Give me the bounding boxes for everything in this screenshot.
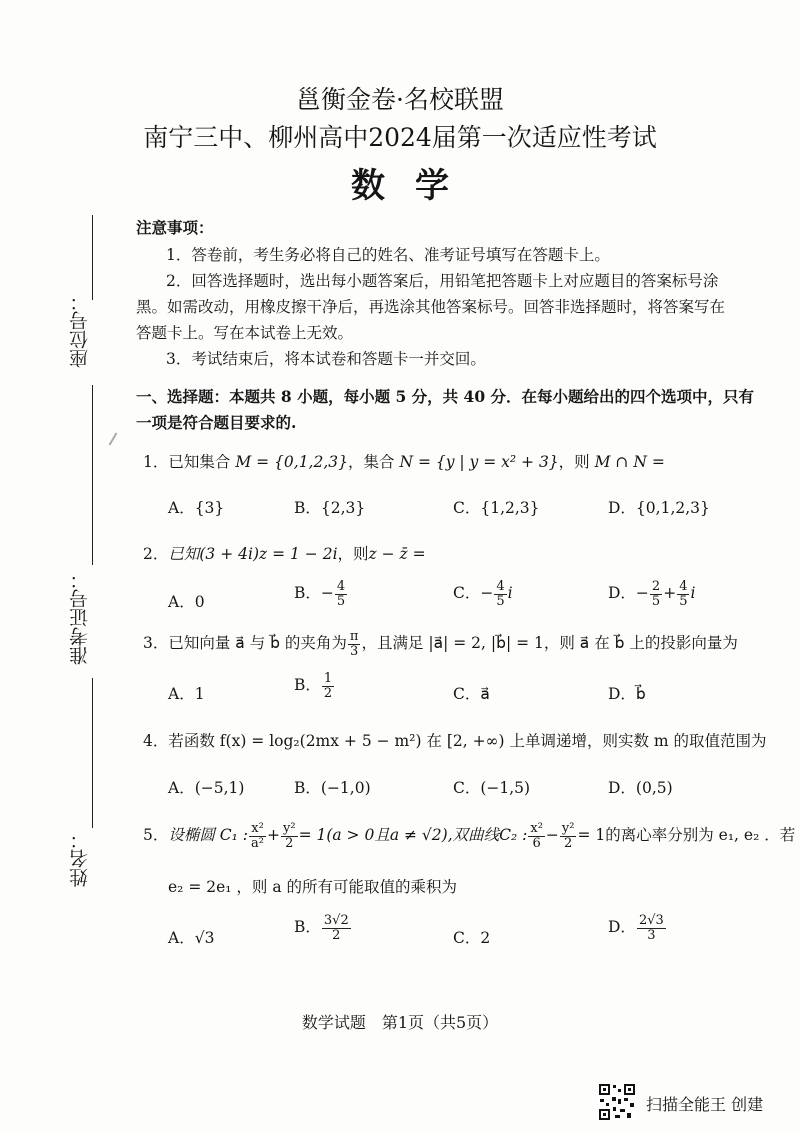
notice-item-2-cont: 黑。如需改动，用橡皮擦干净后，再选涂其他答案标号。回答非选择题时，将答案写在 [136, 298, 726, 316]
q1-text-e: ，则 [558, 453, 590, 471]
question-1-number: 1． [143, 453, 169, 471]
q2-b-fraction [335, 580, 347, 608]
section-heading: 一、选择题：本题共 8 小题，每小题 5 分，共 40 分．在每小题给出的四个选项中，只有 [136, 387, 755, 406]
q5-b-prefix: B． [294, 918, 321, 937]
q5-option-a: A．√3 [168, 929, 215, 947]
question-5-stem-cont: e₂ = 2e₁ ，则 a 的所有可能取值的乘积为 [168, 878, 457, 896]
q1-option-a: A．{3} [168, 499, 225, 517]
exam-id-line [92, 385, 93, 565]
q2-d-plus: + [663, 584, 677, 603]
pen-mark [109, 432, 118, 445]
q3-b-prefix: B． [294, 676, 321, 695]
q2-d-num1: 2 [651, 579, 661, 594]
page-footer: 数学试题 第1页（共5页） [301, 1013, 499, 1032]
section-heading-cont: 一项是符合题目要求的. [136, 413, 297, 432]
scanner-label: 扫描全能王 创建 [646, 1095, 764, 1114]
question-3-stem [143, 630, 738, 658]
notice-item-2: 2．回答选择题时，选出每小题答案后，用铅笔把答题卡上对应题目的答案标号涂 [166, 272, 719, 290]
q1-option-c: C．{1,2,3} [453, 499, 540, 517]
q5-e-frac1 [249, 822, 266, 850]
q5-h-n1: x² [530, 821, 543, 836]
q2-d-den2: 5 [679, 593, 688, 609]
q2-c-fraction [494, 580, 506, 608]
q5-d-num: 2√3 [638, 913, 664, 928]
exam-id-label: 准考证号： [69, 570, 91, 665]
question-3-number: 3． [143, 634, 169, 653]
q2-text-b: ，则 [337, 545, 369, 563]
q1-set-n: N = {y | y = x² + 3} [399, 453, 559, 471]
q5-d-fraction [637, 914, 666, 942]
q2-d-prefix: D．− [608, 584, 649, 603]
q2-b-num: 4 [336, 579, 346, 594]
q3-pi-den: 3 [350, 643, 359, 659]
q5-option-c: C．2 [453, 929, 491, 947]
series-title: 邕衡金卷·名校联盟 [296, 85, 504, 114]
q5-text-b: = 1(a > 0且a ≠ √2),双曲线C₂ : [298, 826, 528, 845]
q3-option-b [294, 672, 335, 700]
question-5-number: 5． [143, 826, 169, 845]
name-line [92, 678, 93, 828]
q3-pi-num: π [349, 629, 359, 644]
q2-option-a: A．0 [168, 593, 205, 611]
q5-ellipse-label: 设椭圆 C₁ : [168, 826, 249, 845]
exam-title: 南宁三中、柳州高中2024届第一次适应性考试 [143, 123, 657, 152]
q5-e-d2: 2 [285, 835, 294, 851]
q4-option-c: C．(−1,5) [453, 779, 531, 797]
q1-set-m: M = {0,1,2,3} [235, 453, 348, 471]
q4-option-b: B．(−1,0) [294, 779, 371, 797]
q5-option-b [294, 914, 352, 942]
q4-option-d: D．(0,5) [608, 779, 673, 797]
question-4-number: 4． [143, 732, 169, 750]
seat-label: 座位号： [69, 292, 91, 368]
q5-e-n1: x² [251, 821, 264, 836]
q2-option-d [608, 580, 695, 608]
q4-option-a: A．(−5,1) [168, 779, 245, 797]
q3-b-fraction [322, 672, 334, 700]
q5-d-den: 3 [647, 927, 656, 943]
q3-option-a: A．1 [168, 685, 205, 703]
notice-heading: 注意事项： [136, 218, 214, 237]
question-4-stem [143, 731, 767, 751]
q2-d-num2: 4 [679, 579, 688, 594]
seat-line [92, 215, 93, 300]
q2-c-num: 4 [496, 579, 505, 594]
subject-title: 数学 [351, 166, 479, 206]
q5-b-num: 3√2 [323, 913, 349, 928]
q5-h-frac2 [560, 822, 577, 850]
q2-b-prefix: B．− [294, 584, 334, 603]
question-5-stem [143, 822, 795, 850]
q2-expression: z − z̄ = [368, 545, 426, 563]
q3-pi-fraction [348, 630, 361, 658]
q3-option-c: C．a⃗ [453, 685, 490, 703]
q3-text-a: 已知向量 a⃗ 与 b⃗ 的夹角为 [168, 634, 347, 653]
q2-option-c [453, 580, 513, 608]
q5-b-fraction [322, 914, 351, 942]
q5-text-c: = 1的离心率分别为 e₁, e₂ ．若 [577, 826, 796, 845]
q2-equation: 已知(3 + 4i)z = 1 − 2i [168, 545, 338, 563]
q5-h-d1: 6 [532, 835, 541, 851]
q1-option-b: B．{2,3} [294, 499, 366, 517]
q5-b-den: 2 [332, 927, 341, 943]
q3-text-b: ，且满足 |a⃗| = 2, |b⃗| = 1，则 a⃗ 在 b⃗ 上的投影向量为 [361, 634, 738, 653]
q1-option-d: D．{0,1,2,3} [608, 499, 710, 517]
q2-d-fraction-1 [650, 580, 662, 608]
q4-text: 若函数 f(x) = log₂(2mx + 5 − m²) 在 [2, +∞) 上单调递增，则实数 m 的取值范围为 [168, 732, 767, 750]
notice-item-2-end: 答题卡上。写在本试卷上无效。 [136, 324, 354, 342]
question-1-stem [143, 452, 665, 472]
notice-item-3: 3．考试结束后，将本试卷和答题卡一并交回。 [166, 350, 486, 368]
q2-d-i: i [690, 584, 696, 603]
q5-e-n2: y² [283, 821, 296, 836]
q5-h-d2: 2 [564, 835, 573, 851]
q5-h-n2: y² [561, 821, 575, 836]
q1-text-a: 已知集合 [168, 453, 231, 471]
q2-c-prefix: C．− [453, 584, 494, 603]
q3-option-d: D．b⃗ [608, 685, 646, 703]
q2-c-i: i [507, 584, 513, 603]
q1-text-c: ，集合 [348, 453, 395, 471]
q5-e-frac2 [281, 822, 298, 850]
q2-c-den: 5 [496, 593, 505, 609]
q5-e-d1: a² [251, 835, 264, 851]
q2-b-den: 5 [336, 593, 346, 609]
q2-d-den1: 5 [651, 593, 661, 609]
q5-d-prefix: D． [608, 918, 636, 937]
q3-b-num: 1 [323, 671, 333, 686]
q5-e-plus: + [267, 826, 280, 845]
q2-d-fraction-2 [677, 580, 689, 608]
name-label: 姓名： [69, 830, 91, 887]
notice-item-1: 1．答卷前，考生务必将自己的姓名、准考证号填写在答题卡上。 [166, 246, 610, 264]
question-2-stem [143, 544, 426, 564]
q5-h-frac1 [528, 822, 545, 850]
q5-h-minus: − [545, 826, 559, 845]
q2-option-b [294, 580, 348, 608]
question-2-number: 2． [143, 545, 169, 563]
q5-option-d [608, 914, 667, 942]
q3-b-den: 2 [323, 685, 333, 701]
q1-intersection: M ∩ N = [594, 453, 665, 471]
qr-code-icon [598, 1083, 636, 1121]
